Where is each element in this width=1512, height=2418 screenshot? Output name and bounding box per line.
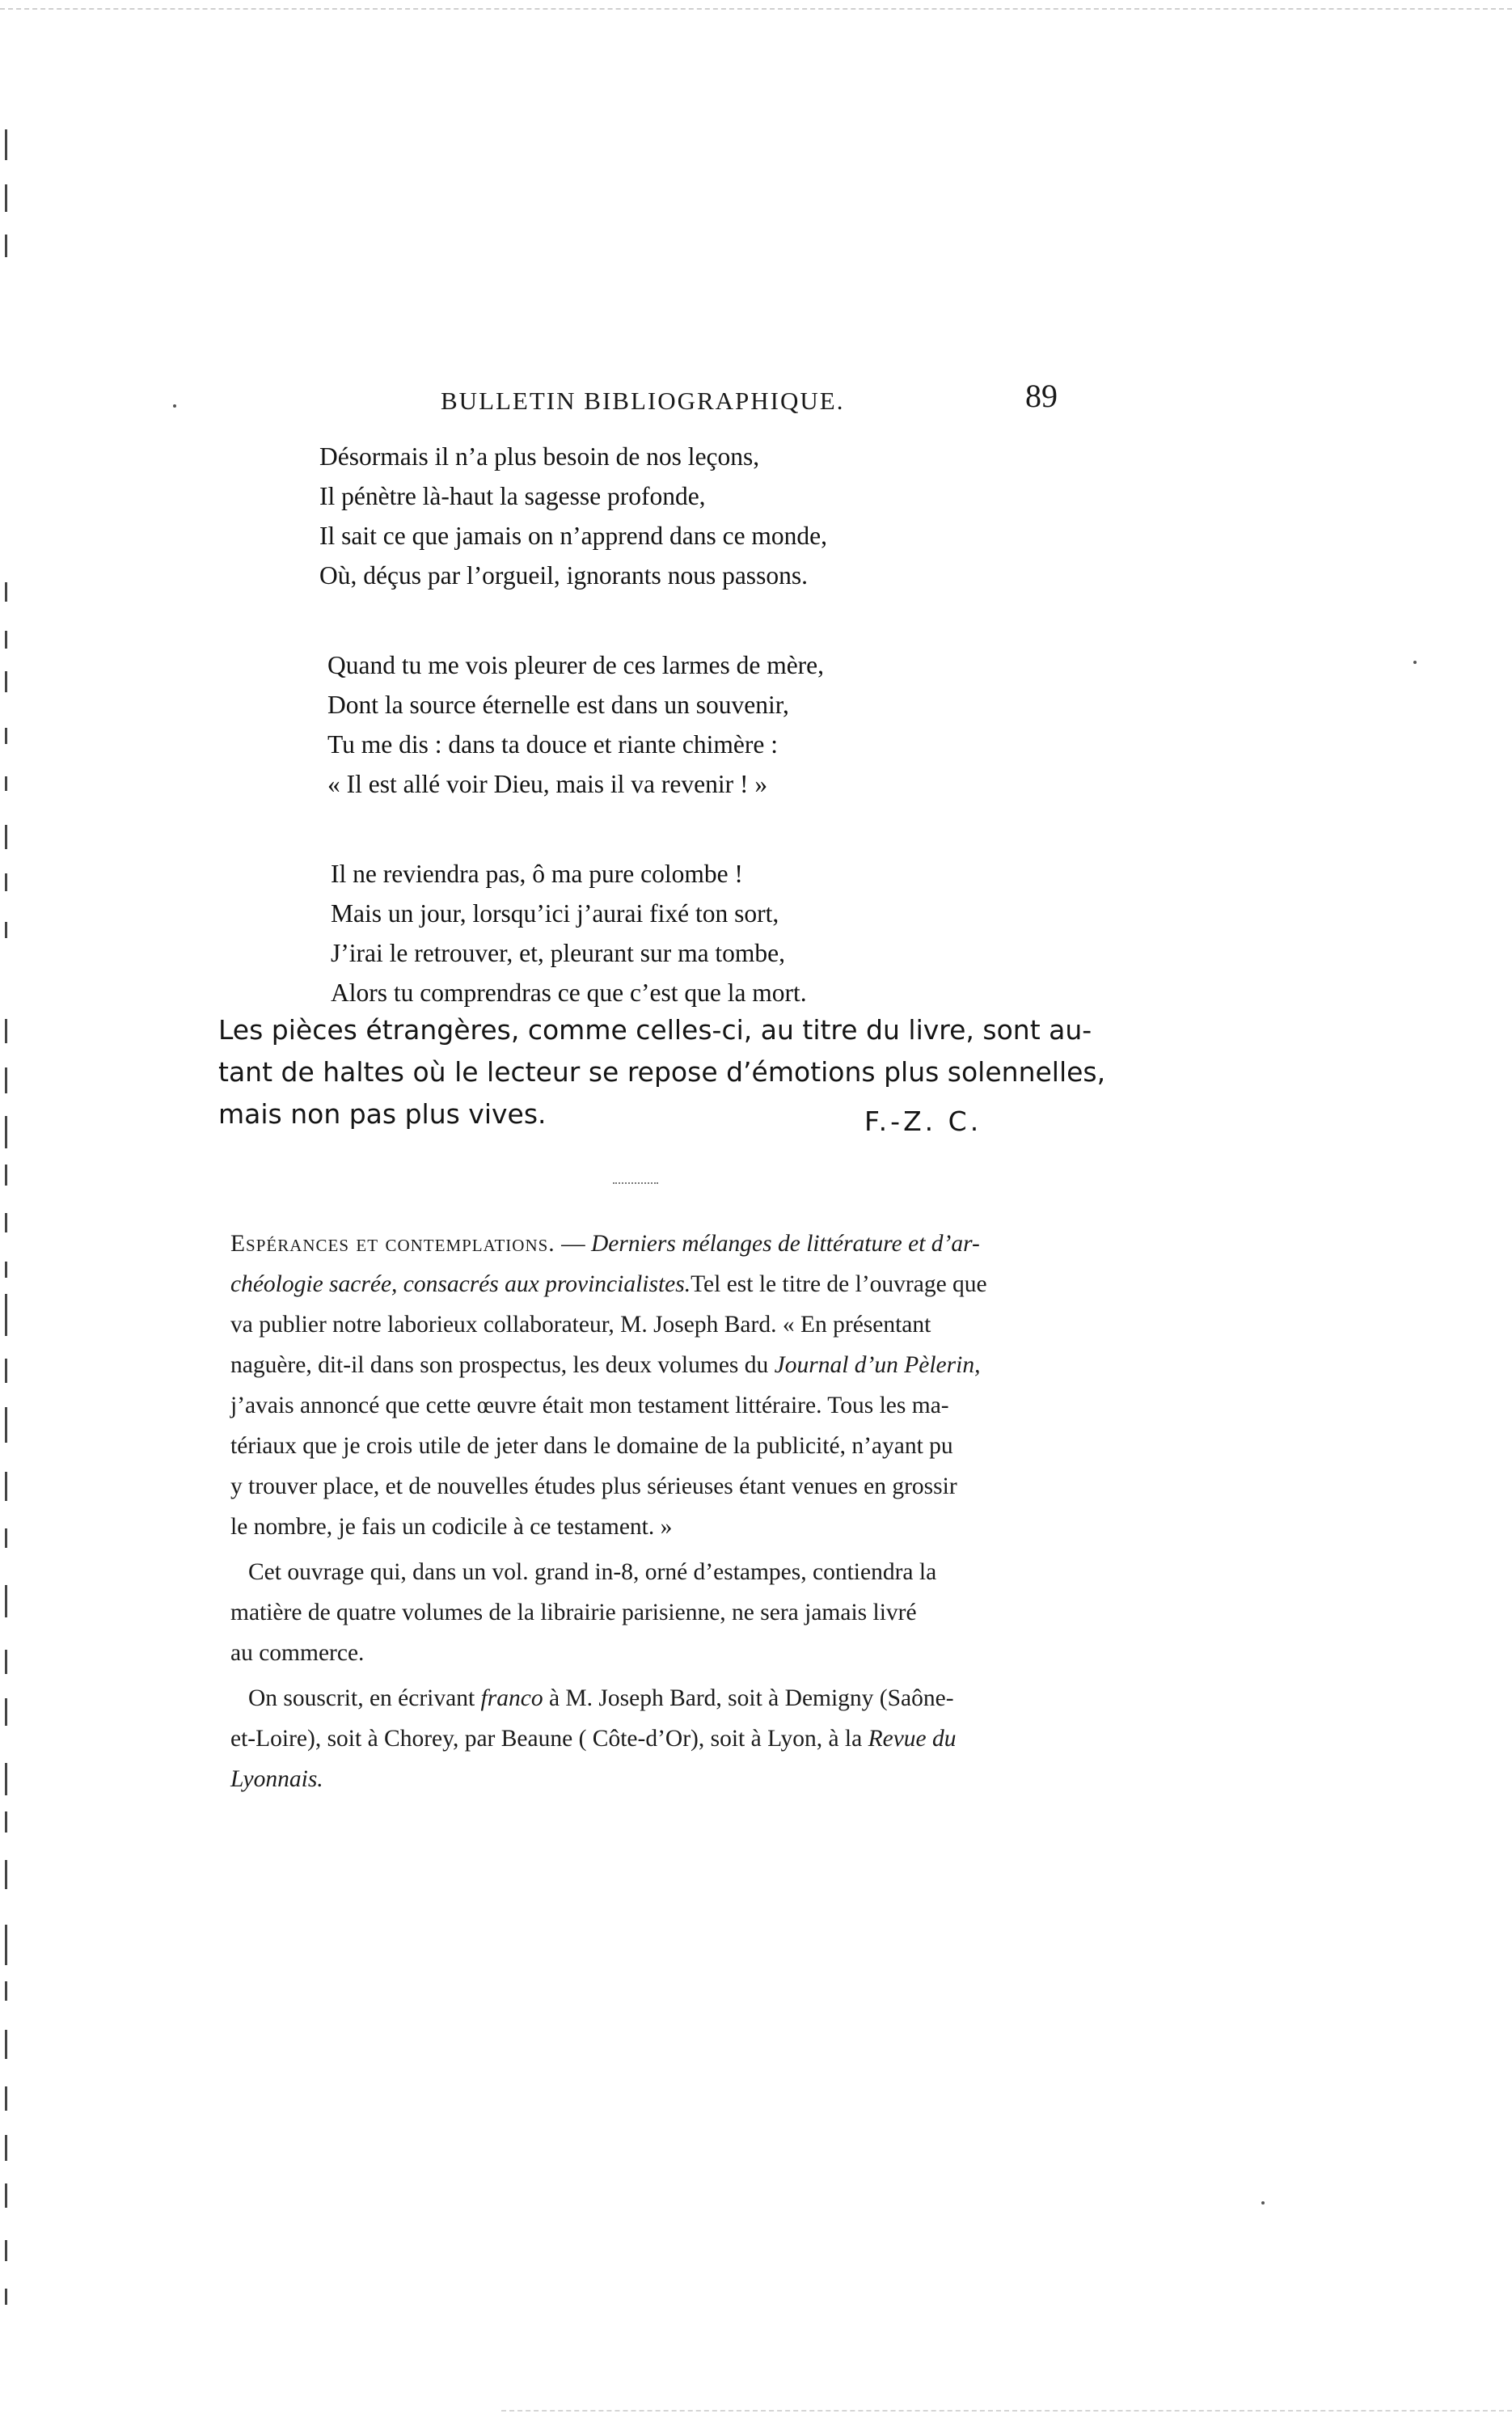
poem-stanza [319, 854, 966, 1012]
poem-line: Désormais il n’a plus besoin de nos leçons, [319, 442, 760, 471]
notice-text: naguère, dit-il dans son prospectus, les deux volumes du [230, 1352, 775, 1378]
poem-line: Alors tu comprendras ce que c’est que la mort. [331, 979, 807, 1007]
franco-word: franco [480, 1685, 543, 1711]
notice-text: Tel est le titre de l’ouvrage que [691, 1271, 987, 1297]
scan-speck [173, 404, 176, 408]
notice-line [230, 1759, 1112, 1799]
poem-line: J’irai le retrouver, et, pleurant sur ma tombe, [331, 939, 786, 967]
poem-line: Il sait ce que jamais on n’apprend dans ce monde, [319, 522, 828, 550]
journal-title: Journal d’un Pèlerin, [774, 1352, 981, 1378]
revue-title-end: Lyonnais. [230, 1766, 323, 1792]
book-notice [230, 1224, 1112, 1799]
section-separator [613, 1182, 658, 1184]
notice-line: va publier notre laborieux collaborateur, M. Joseph Bard. « En présentant [230, 1312, 931, 1338]
notice-line [230, 1718, 1112, 1759]
poem-stanza [319, 437, 966, 595]
running-head: BULLETIN BIBLIOGRAPHIQUE. [441, 387, 845, 415]
notice-line: y trouver place, et de nouvelles études plus sérieuses étant venues en grossir [230, 1473, 957, 1499]
notice-line [230, 1345, 1112, 1385]
notice-line: j’avais annoncé que cette œuvre était mon testament littéraire. Tous les ma- [230, 1393, 949, 1418]
scan-speck [1261, 2201, 1265, 2205]
scan-top-border [0, 8, 1512, 10]
commentary-line: mais non pas plus vives. [218, 1098, 547, 1130]
poem-line: Où, déçus par l’orgueil, ignorants nous passons. [319, 561, 808, 590]
notice-line: au commerce. [230, 1640, 365, 1666]
author-signature: F.-Z. C. [864, 1105, 982, 1137]
notice-line: tériaux que je crois utile de jeter dans le domaine de la publicité, n’ayant pu [230, 1433, 953, 1459]
scan-speck [1413, 661, 1417, 664]
notice-dash: — [555, 1231, 591, 1257]
notice-line: Cet ouvrage qui, dans un vol. grand in-8, orné d’estampes, contiendra la [248, 1559, 937, 1585]
poem-line: « Il est allé voir Dieu, mais il va revenir ! » [327, 770, 768, 798]
notice-subtitle: chéologie sacrée, consacrés aux provincialistes. [230, 1271, 691, 1297]
notice-subtitle: Derniers mélanges de littérature et d’ar- [590, 1231, 980, 1257]
poem-stanza [319, 645, 966, 804]
poem-line: Il ne reviendra pas, ô ma pure colombe ! [331, 860, 743, 888]
notice-line [230, 1264, 1112, 1304]
revue-title: Revue du [868, 1726, 957, 1752]
poem [319, 437, 966, 1063]
poem-line: Mais un jour, lorsqu’ici j’aurai fixé ton sort, [331, 899, 779, 928]
poem-line: Quand tu me vois pleurer de ces larmes de mère, [327, 651, 825, 679]
notice-text: à M. Joseph Bard, soit à Demigny (Saône- [543, 1685, 954, 1711]
notice-line: matière de quatre volumes de la librairie parisienne, ne sera jamais livré [230, 1600, 917, 1625]
poem-line: Dont la source éternelle est dans un souvenir, [327, 691, 789, 719]
commentary-line: Les pièces étrangères, comme celles-ci, au titre du livre, sont au- [218, 1014, 1092, 1046]
poem-line: Tu me dis : dans ta douce et riante chimère : [327, 730, 778, 759]
notice-line [230, 1678, 1112, 1718]
commentary-line: tant de haltes où le lecteur se repose d’émotions plus solennelles, [218, 1056, 1106, 1088]
poem-line: Il pénètre là-haut la sagesse profonde, [319, 482, 706, 510]
notice-text: On souscrit, en écrivant [248, 1685, 481, 1711]
notice-text: et-Loire), soit à Chorey, par Beaune ( Côte-d’Or), soit à Lyon, à la [230, 1726, 868, 1752]
notice-line [230, 1224, 1112, 1264]
notice-line: le nombre, je fais un codicile à ce testament. » [230, 1514, 673, 1540]
page-number: 89 [1025, 378, 1058, 414]
scan-bottom-border [501, 2410, 1512, 2412]
notice-heading: Espérances et contemplations. [230, 1231, 555, 1257]
